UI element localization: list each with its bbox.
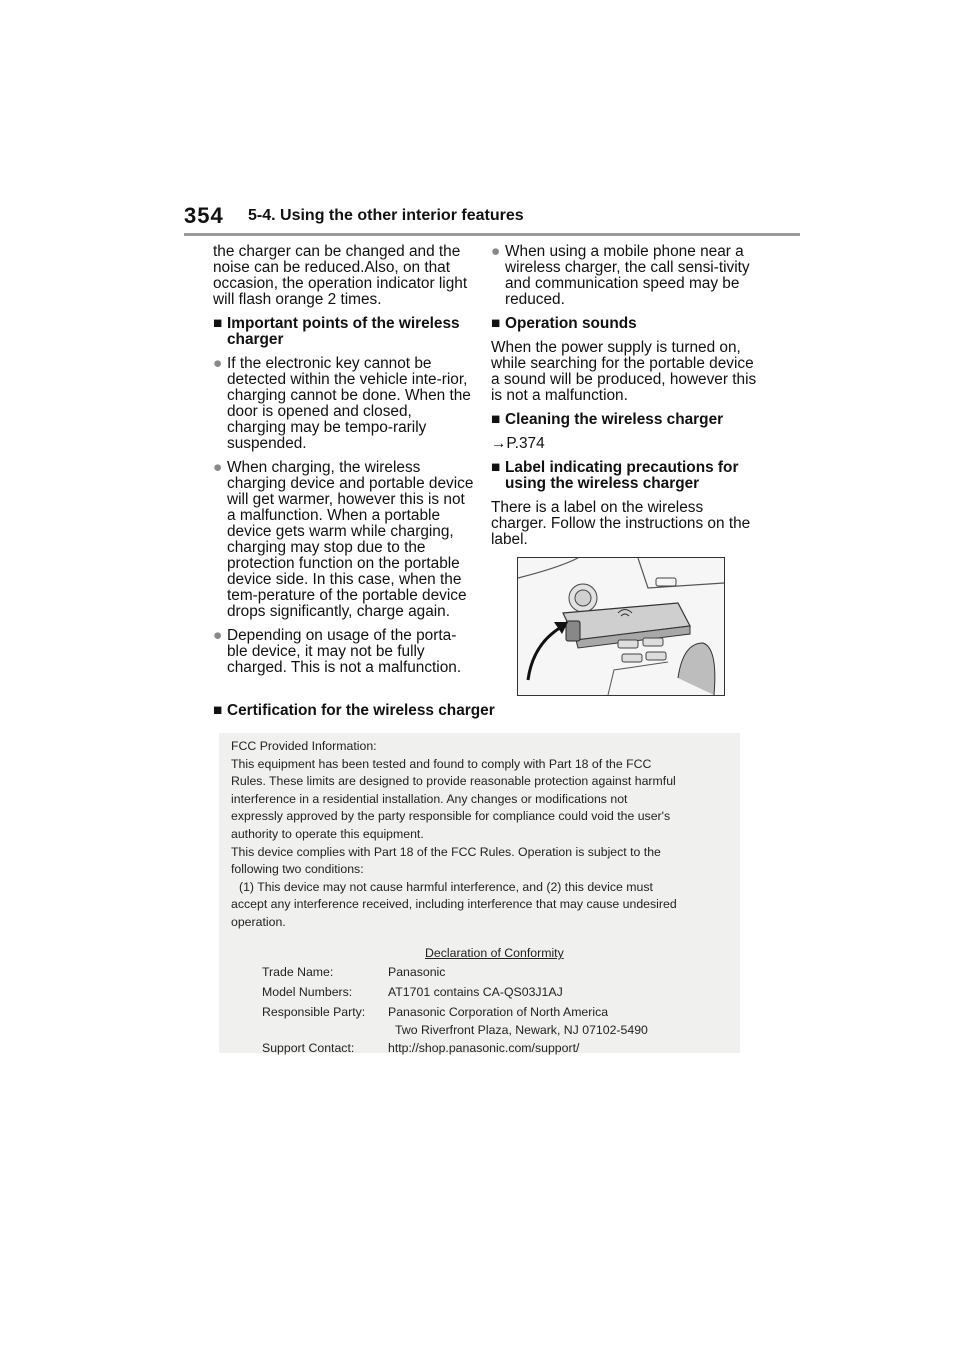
page-header <box>184 203 800 237</box>
label-heading: ■ Label indicating precautions for using the wireless charger <box>491 459 739 492</box>
circle-bullet-icon: ● <box>213 627 223 644</box>
right-column <box>491 244 761 556</box>
header-rule <box>184 233 800 236</box>
bullet-item: ● If the electronic key cannot be detected within the vehicle inte-rior, charging cannot be done. When the door is opened and closed, charging may be tempo-rarily suspended. <box>213 355 471 452</box>
fcc-line: Rules. These limits are designed to provide reasonable protection against harmful <box>231 774 676 789</box>
important-heading: ■ Important points of the wireless charger <box>213 315 460 348</box>
fcc-line: following two conditions: <box>231 862 364 877</box>
fcc-line: expressly approved by the party responsible for compliance could void the user's <box>231 809 671 824</box>
party-row: Responsible Party: Panasonic Corporation of North America <box>262 1005 609 1019</box>
page-number: 354 <box>184 203 224 228</box>
page-reference-link[interactable]: →P.374 <box>491 435 545 452</box>
square-bullet-icon: ■ <box>491 315 501 332</box>
fcc-line: interference in a residential installation. Any changes or modifications not <box>231 791 628 806</box>
fcc-line: (1) This device may not cause harmful interference, and (2) this device must <box>239 879 653 894</box>
circle-bullet-icon: ● <box>491 243 501 260</box>
section-title: 5-4. Using the other interior features <box>248 207 524 224</box>
fcc-line: operation. <box>231 914 286 929</box>
fcc-line: This equipment has been tested and found to comply with Part 18 of the FCC <box>231 756 652 771</box>
certification-heading: ■ Certification for the wireless charger <box>213 702 495 719</box>
circle-bullet-icon: ● <box>213 459 223 476</box>
fcc-line: accept any interference received, including interference that may cause undesired <box>231 897 677 912</box>
label-paragraph: There is a label on the wireless charger. Follow the instructions on the label. <box>491 499 751 548</box>
console-drawing <box>518 558 724 695</box>
fcc-label-image <box>219 733 740 1053</box>
model-row: Model Numbers: AT1701 contains CA-QS03J1AJ <box>262 985 563 999</box>
intro-paragraph: the charger can be changed and the noise can be reduced.Also, on that occasion, the operation indicator light will flash orange 2 times. <box>213 243 468 308</box>
party-address: Two Riverfront Plaza, Newark, NJ 07102-5490 <box>395 1023 648 1037</box>
declaration-title: Declaration of Conformity <box>425 946 564 960</box>
cleaning-heading: ■ Cleaning the wireless charger <box>491 411 724 428</box>
square-bullet-icon: ■ <box>491 411 501 428</box>
square-bullet-icon: ■ <box>213 702 223 719</box>
bullet-item: ● When charging, the wireless charging device and portable device will get warmer, however this is not a malfunction. When a portable device gets warm while charging, charging may stop due to the protection function on the portable device side. In this case, when the tem-perature of the portable device drops significantly, charge again. <box>213 459 474 620</box>
support-row: Support Contact: http://shop.panasonic.com/support/ <box>262 1041 580 1055</box>
wireless-charger-illustration <box>517 557 725 696</box>
circle-bullet-icon: ● <box>213 355 223 372</box>
bullet-item: ● When using a mobile phone near a wireless charger, the call sensi-tivity and communication speed may be reduced. <box>491 243 750 308</box>
fcc-information <box>231 738 736 932</box>
square-bullet-icon: ■ <box>491 459 501 476</box>
fcc-line: authority to operate this equipment. <box>231 826 424 841</box>
square-bullet-icon: ■ <box>213 315 223 332</box>
trade-name-row: Trade Name: Panasonic <box>262 965 446 979</box>
fcc-line: This device complies with Part 18 of the FCC Rules. Operation is subject to the <box>231 844 661 859</box>
bullet-item: ● Depending on usage of the porta-ble device, it may not be fully charged. This is not a malfunction. <box>213 627 462 676</box>
operation-paragraph: When the power supply is turned on, while searching for the portable device a sound will be produced, however this is not a malfunction. <box>491 339 757 404</box>
left-column <box>213 244 475 684</box>
fcc-line: FCC Provided Information: <box>231 739 377 753</box>
operation-heading: ■ Operation sounds <box>491 315 637 332</box>
